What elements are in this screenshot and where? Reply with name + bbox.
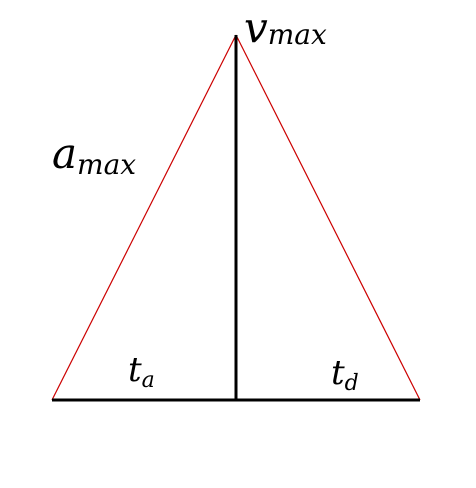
peak-velocity-subscript: max (267, 18, 327, 51)
peak-velocity-base: v (244, 3, 268, 52)
acceleration-slope-line (52, 35, 236, 400)
acceleration-time-subscript: a (141, 368, 155, 393)
max-acceleration-subscript: max (77, 148, 137, 181)
deceleration-time-label (331, 353, 359, 396)
acceleration-time-label (128, 350, 155, 393)
max-acceleration-base: a (52, 129, 78, 178)
max-acceleration-label (52, 129, 136, 181)
acceleration-time-base: t (128, 350, 142, 390)
deceleration-slope-line (236, 35, 420, 400)
peak-velocity-label (244, 3, 327, 52)
deceleration-time-subscript: d (344, 371, 359, 396)
deceleration-time-base: t (331, 353, 345, 393)
